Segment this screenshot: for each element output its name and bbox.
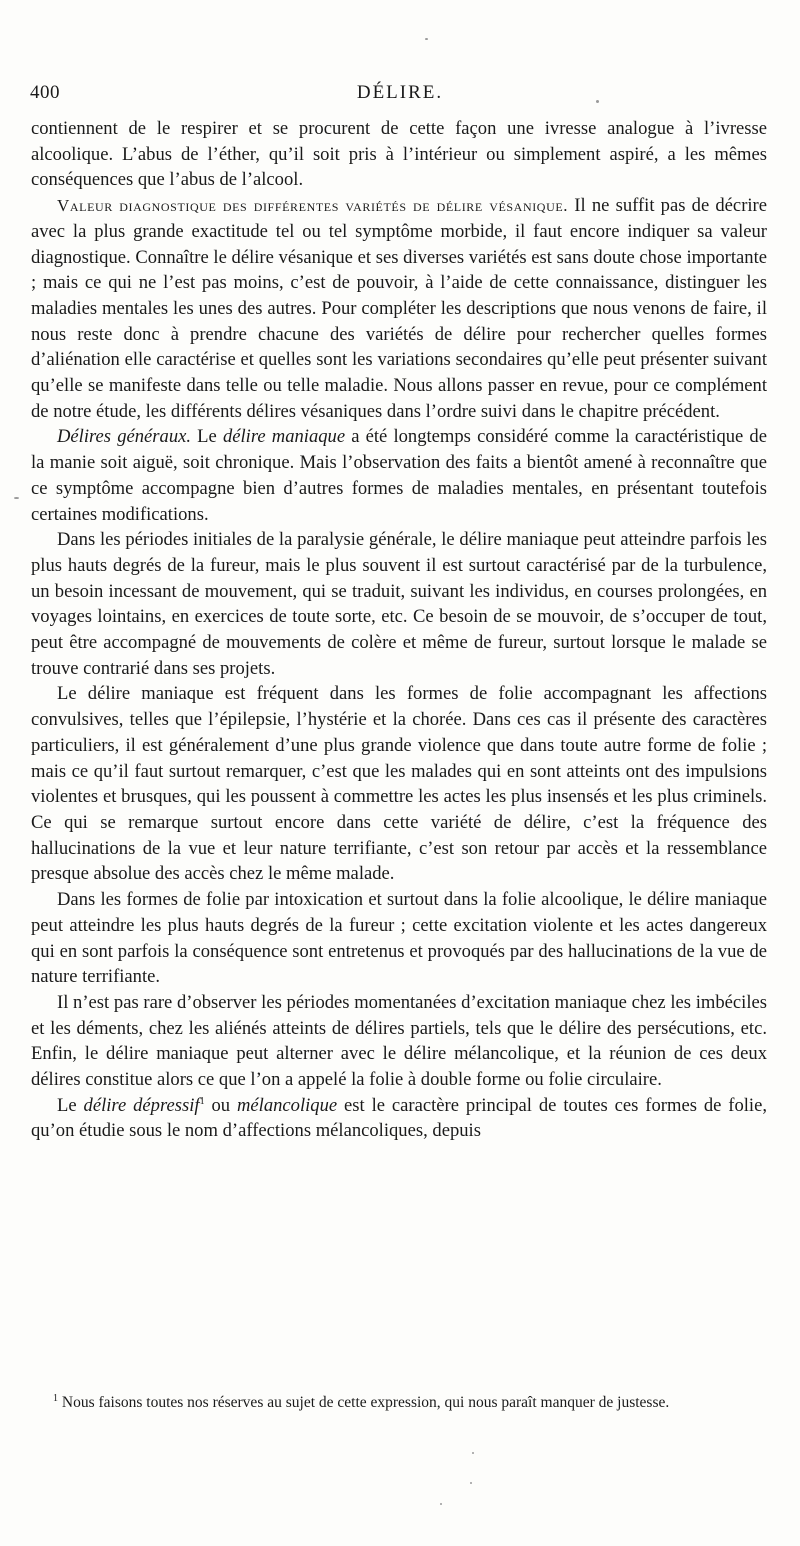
paragraph-continuation: contiennent de le respirer et se procurent de cette façon une ivresse analogue à l’ivresse alcoolique. L’abus de l’éther, qu’il soit pris à l’intérieur ou simplement aspiré, a les mêmes conséquences que l’abus de l’alcool. — [31, 118, 767, 191]
paragraph-intoxication: Dans les formes de folie par intoxication et surtout dans la folie alcoolique, le délire maniaque peut atteindre les plus hauts degrés de la fureur ; cette excitation violente et les actes dangereux qui en sont parfois la conséquence sont entretenus et provoqués par des hallucinations de la vue de nature terrifiante. — [31, 889, 767, 988]
ink-speck — [596, 100, 599, 103]
italic-term: délire maniaque — [222, 426, 346, 448]
paragraph-text: Le — [57, 1094, 84, 1116]
ink-speck — [14, 497, 19, 499]
ink-speck — [425, 38, 428, 40]
body-text — [31, 116, 767, 1144]
ink-speck — [440, 1503, 442, 1505]
ink-speck — [472, 1452, 474, 1454]
footnote-marker: 1 — [53, 1392, 58, 1404]
paragraph-text: a été longtemps considéré comme la caractéristique de la manie soit aiguë, soit chronique. Mais l’observation des faits a bientôt amené à reconnaître que ce symptôme accompagne bien d’autres formes de maladies mentales, en présentant toutefois certaines modifications. — [31, 426, 767, 525]
paragraph-text: Il ne suffit pas de décrire avec la plus grande exactitude tel ou tel symptôme morbide, il faut encore indiquer sa valeur diagnostique. Connaître le délire vésanique et ses diverses variétés est sans doute chose importante ; mais ce qui ne l’est pas moins, c’est de pouvoir, à l’aide de cette connaissance, distinguer les maladies mentales les unes des autres. Pour compléter les descriptions que nous venons de faire, il nous reste donc à prendre chacune des variétés de délire pour rechercher quelles formes d’aliénation elle caractérise et quelles sont les variations secondaires qu’elle peut présenter suivant qu’elle se manifeste dans telle ou telle maladie. Nous allons passer en revue, pour ce complément de notre étude, les différents délires vésaniques dans l’ordre suivi dans le chapitre précédent. — [31, 195, 767, 422]
paragraph-maniac-excitation: Il n’est pas rare d’observer les périodes momentanées d’excitation maniaque chez les imbéciles et les déments, chez les aliénés atteints de délires partiels, tels que le délire des persécutions, etc. Enfin, le délire maniaque peut alterner avec le délire mélancolique, et la réunion de ces deux délires constitue alors ce que l’on a appelé la folie à double forme ou folie circulaire. — [31, 991, 767, 1091]
paragraph-general-paralysis: Dans les périodes initiales de la paralysie générale, le délire maniaque peut atteindre parfois les plus hauts degrés de la fureur, mais le plus souvent il est surtout caractérisé par de la turbulence, un besoin incessant de mouvement, qui se traduit, suivant les individus, en courses prolongées, en voyages lointains, en exercices de toute sorte, etc. Ce besoin de se mouvoir, de s’occuper de tout, peut être accompagné de mouvements de colère et même de fureur, surtout lorsque le malade se trouve contrarié dans ses projets. — [31, 529, 767, 679]
ink-speck — [470, 1482, 472, 1484]
paragraph-text: ou — [204, 1094, 237, 1116]
italic-term: mélancolique — [236, 1094, 338, 1116]
running-head: DÉLIRE. — [356, 82, 444, 103]
section-heading-general-delirium: Délires généraux. — [57, 426, 192, 448]
page-header — [30, 82, 770, 108]
paragraph-depressive-delirium — [31, 1093, 767, 1144]
paragraph-general-delirium — [31, 424, 767, 527]
paragraph-diagnostic-value — [31, 193, 767, 424]
footnote — [31, 1392, 767, 1414]
paragraph-text: Le — [191, 426, 223, 448]
italic-term: délire dépressif — [83, 1094, 200, 1116]
paragraph-text: est le caractère principal de toutes ces formes de folie, qu’on étudie sous le nom d’affections mélancoliques, depuis — [31, 1094, 768, 1142]
section-heading-diagnostic-value: Valeur diagnostique des différentes variétés de délire vésanique. — [57, 196, 569, 216]
paragraph-convulsive-affections: Le délire maniaque est fréquent dans les formes de folie accompagnant les affections convulsives, telles que l’épilepsie, l’hystérie et la chorée. Dans ces cas il présente des caractères particuliers, il est généralement d’une plus grande violence que dans toute autre forme de folie ; mais ce qu’il faut surtout remarquer, c’est que les malades qui en sont atteints ont des impulsions violentes et brusques, qui les poussent à commettre les actes les plus insensés et les plus criminels. Ce qui se remarque surtout encore dans cette variété de délire, c’est la fréquence des hallucinations de la vue et leur nature terrifiante, c’est son retour par accès et la ressemblance presque absolue des accès chez le même malade. — [31, 683, 767, 885]
page-number: 400 — [30, 82, 60, 103]
footnote-reference[interactable]: 1 — [199, 1095, 205, 1107]
footnote-text: Nous faisons toutes nos réserves au sujet de cette expression, qui nous paraît manquer de justesse. — [58, 1394, 670, 1411]
